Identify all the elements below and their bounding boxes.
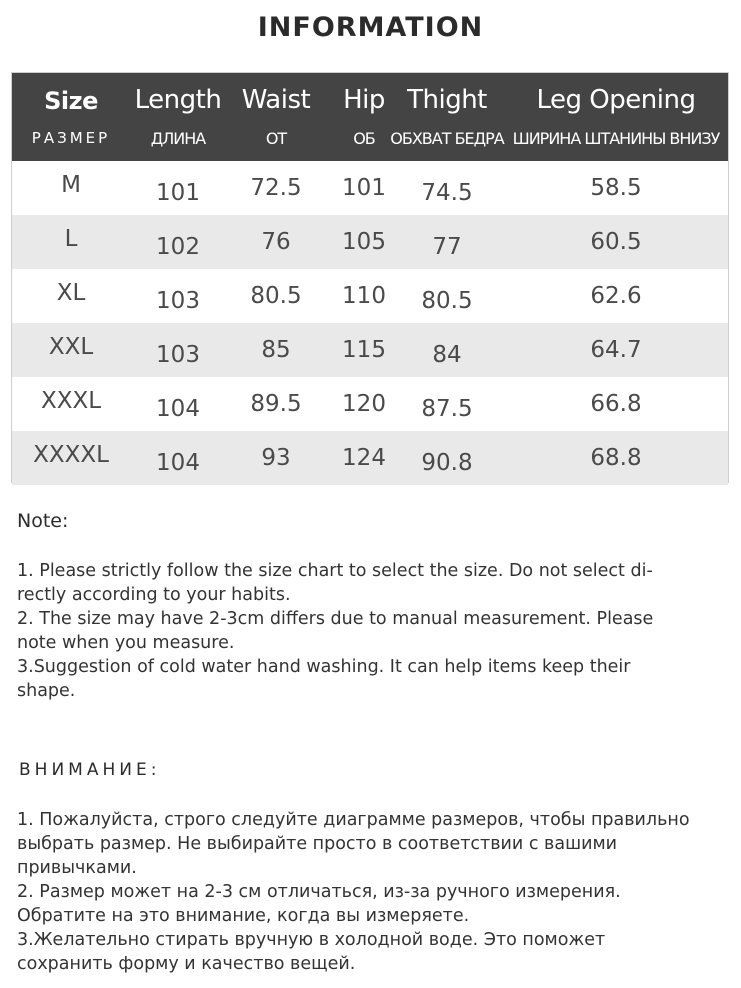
header-leg-opening-en: Leg Opening [536,85,696,115]
cell-size: XXXL [40,388,102,414]
cell-leg-opening: 60.5 [590,229,642,255]
cell-thight: 80.5 [421,288,473,314]
note-item: 1. Please strictly follow the size chart to select the size. Do not select di- rectly according to your habits. [17,561,653,605]
header-hip-ru: ОБ [353,129,375,148]
header-waist-ru: ОТ [265,129,287,148]
cell-hip: 124 [342,445,386,471]
cell-thight: 74.5 [421,180,473,206]
cell-waist: 80.5 [250,283,302,309]
header-waist-en: Waist [241,85,311,115]
notes-russian [17,808,717,976]
cell-leg-opening: 58.5 [590,175,642,201]
table-body [12,161,728,485]
cell-size: XXL [48,334,94,360]
cell-thight: 90.8 [421,450,473,476]
cell-hip: 101 [342,175,386,201]
cell-length: 103 [156,342,200,368]
header-thight-en: Thight [407,85,487,115]
cell-hip: 115 [342,337,386,363]
cell-waist: 76 [261,229,291,255]
note-title: Note: [17,510,69,532]
header-length-en: Length [134,85,222,115]
cell-leg-opening: 66.8 [590,391,642,417]
table-row [12,215,728,269]
cell-length: 103 [156,288,200,314]
cell-waist: 85 [261,337,291,363]
cell-size: XL [56,280,86,306]
cell-length: 102 [156,234,200,260]
note-item: 3.Желательно стирать вручную в холодной воде. Это поможет сохранить форму и качество вещей. [17,930,606,974]
note-item: 1. Пожалуйста, строго следуйте диаграмме размеров, чтобы правильно выбрать размер. Не выбирайте просто в соответствии с вашими привычками. [17,810,690,878]
header-size-ru: РАЗМЕР [31,129,111,147]
cell-size: L [64,226,78,252]
note-item: 3.Suggestion of cold water hand washing. It can help items keep their shape. [17,657,631,701]
header-waist [226,73,326,161]
cell-waist: 93 [261,445,291,471]
cell-length: 104 [156,450,200,476]
cell-waist: 72.5 [250,175,302,201]
cell-hip: 120 [342,391,386,417]
table-row [12,269,728,323]
table-header [12,73,728,161]
cell-length: 104 [156,396,200,422]
cell-size: M [61,172,81,198]
table-row [12,161,728,215]
attention-title: ВНИМАНИЕ: [19,760,161,780]
header-hip-en: Hip [343,85,385,115]
cell-hip: 110 [342,283,386,309]
header-size-en: Size [44,87,98,115]
note-item: 2. Размер может на 2-3 см отличаться, из-за ручного измерения. Обратите на это внимание, когда вы измеряете. [17,882,621,926]
cell-thight: 84 [432,342,462,368]
header-length-ru: ДЛИНА [150,129,206,148]
cell-thight: 87.5 [421,396,473,422]
cell-hip: 105 [342,229,386,255]
header-thight [392,73,502,161]
note-item: 2. The size may have 2-3cm differs due to manual measurement. Please note when you measure. [17,609,654,653]
cell-size: XXXXL [33,442,109,468]
cell-waist: 89.5 [250,391,302,417]
header-length [130,73,226,161]
page-title: INFORMATION [257,12,484,43]
table-row [12,431,728,485]
cell-leg-opening: 68.8 [590,445,642,471]
table-row [12,377,728,431]
notes-english [17,559,717,703]
header-leg-opening-ru: ШИРИНА ШТАНИНЫ ВНИЗУ [512,129,720,148]
header-thight-ru: ОБХВАТ БЕДРА [390,129,504,148]
table-row [12,323,728,377]
size-chart-table [11,72,729,483]
cell-leg-opening: 64.7 [590,337,642,363]
cell-leg-opening: 62.6 [590,283,642,309]
cell-length: 101 [156,180,200,206]
header-size [12,73,130,161]
cell-thight: 77 [432,234,462,260]
header-leg-opening [502,73,730,161]
